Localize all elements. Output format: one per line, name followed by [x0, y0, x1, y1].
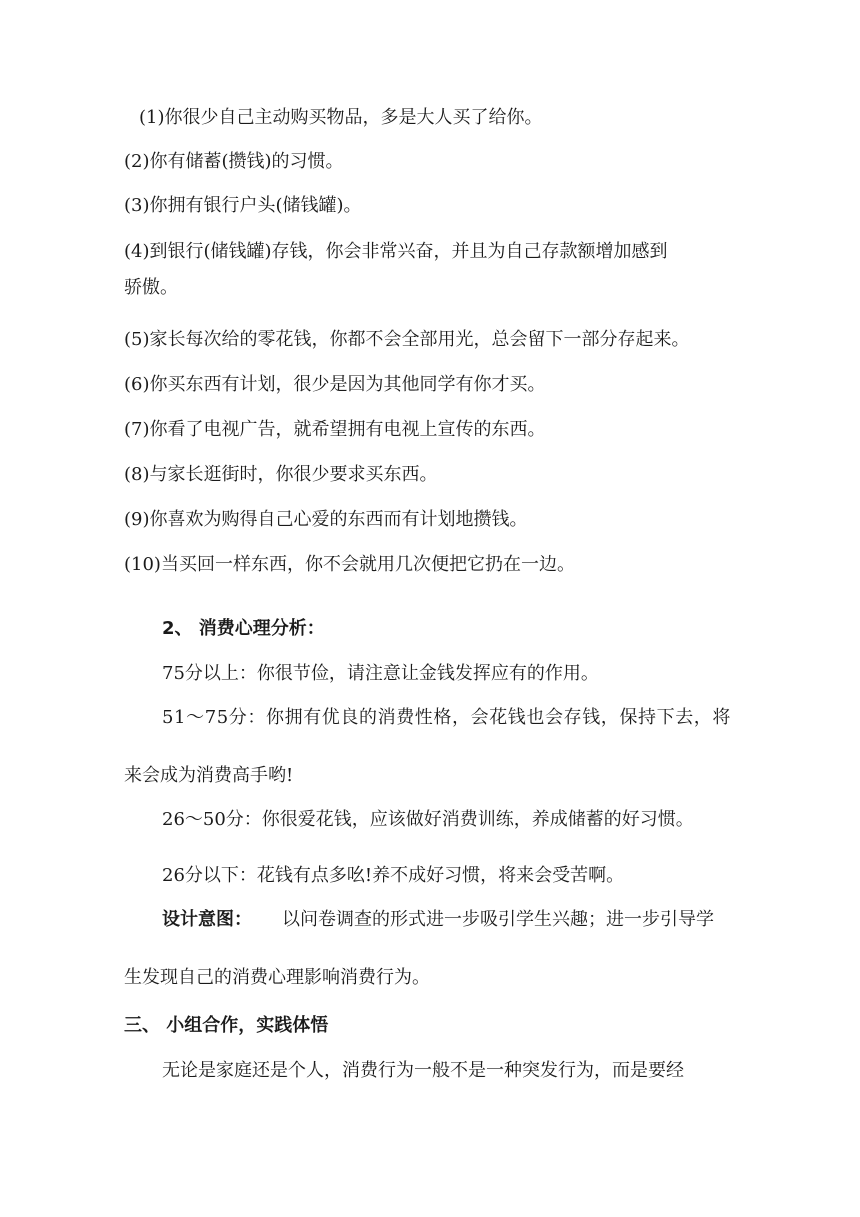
survey-item-6: (6)你买东西有计划，很少是因为其他同学有你才买。: [124, 374, 546, 395]
survey-item-9: (9)你喜欢为购得自己心爱的东西而有计划地攒钱。: [124, 509, 528, 530]
survey-item-4-cont: 骄傲。: [124, 277, 178, 298]
survey-item-1: (1)你很少自己主动购买物品，多是大人买了给你。: [139, 107, 543, 128]
section3-paragraph: 无论是家庭还是个人，消费行为一般不是一种突发行为，而是要经: [162, 1060, 684, 1081]
design-intent-continuation: 生发现自己的消费心理影响消费行为。: [124, 967, 430, 988]
survey-item-10: (10)当买回一样东西，你不会就用几次便把它扔在一边。: [124, 554, 575, 575]
analysis-line-51-75: 51～75分：你拥有优良的消费性格，会花钱也会存钱，保持下去，将: [162, 707, 732, 728]
survey-item-8: (8)与家长逛街时，你很少要求买东西。: [124, 464, 438, 485]
survey-item-7: (7)你看了电视广告，就希望拥有电视上宣传的东西。: [124, 419, 546, 440]
analysis-line-26-50: 26～50分：你很爱花钱，应该做好消费训练，养成储蓄的好习惯。: [162, 809, 694, 830]
analysis-heading: 2、 消费心理分析：: [162, 618, 325, 639]
section3-heading: 三、 小组合作，实践体悟: [124, 1015, 329, 1036]
analysis-line-51-75-cont: 来会成为消费高手哟!: [124, 765, 294, 786]
survey-item-3: (3)你拥有银行户头(储钱罐)。: [124, 195, 362, 216]
design-intent-text: 以问卷调查的形式进一步吸引学生兴趣；进一步引导学: [282, 909, 714, 930]
design-intent-label: 设计意图：: [162, 909, 252, 930]
survey-item-2: (2)你有储蓄(攒钱)的习惯。: [124, 151, 344, 172]
analysis-line-below-26: 26分以下：花钱有点多吆!养不成好习惯，将来会受苦啊。: [162, 865, 625, 886]
analysis-line-75-plus: 75分以上：你很节俭，请注意让金钱发挥应有的作用。: [162, 663, 599, 684]
survey-item-4: (4)到银行(储钱罐)存钱，你会非常兴奋，并且为自己存款额增加感到: [124, 241, 668, 262]
survey-item-5: (5)家长每次给的零花钱，你都不会全部用光，总会留下一部分存起来。: [124, 329, 690, 350]
